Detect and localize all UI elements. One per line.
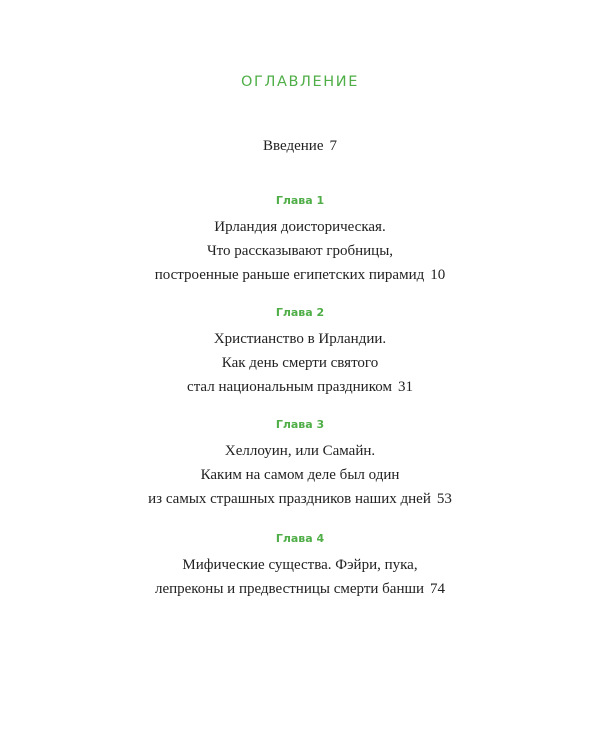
chapter-title-line: Мифические существа. Фэйри, пука, [182,557,418,573]
toc-chapter-4[interactable] [0,530,600,601]
chapter-label: Глава 3 [275,418,325,431]
chapter-title-line [0,375,600,399]
table-of-contents-heading: ОГЛАВЛЕНИЕ [240,74,359,90]
chapter-title-line: Христианство в Ирландии. [213,331,387,347]
toc-page-number: 74 [430,581,446,597]
toc-entry-introduction[interactable] [0,138,600,155]
chapter-title-line: Каким на самом деле был один [200,467,400,483]
chapter-label: Глава 4 [275,532,325,545]
toc-entry-title: Введение [263,138,324,154]
chapter-title-line: Что рассказывают гробницы, [206,243,394,259]
toc-page-number: 53 [436,491,452,507]
chapter-title-line: Хеллоуин, или Самайн. [224,443,376,459]
chapter-title-text: стал национальным праздником [187,379,392,395]
chapter-title-line [0,577,600,601]
chapter-title-line: Ирландия доисторическая. [214,219,386,235]
chapter-title-text: лепреконы и предвестницы смерти банши [154,581,425,597]
toc-chapter-1[interactable] [0,192,600,287]
toc-page-number: 10 [430,267,446,283]
chapter-title-line [0,487,600,511]
toc-chapter-3[interactable] [0,416,600,511]
chapter-label: Глава 2 [275,306,325,319]
chapter-title-line: Как день смерти святого [221,355,379,371]
chapter-title-text: из самых страшных праздников наших дней [148,491,431,507]
toc-page-number: 7 [329,138,337,154]
chapter-title-line [0,263,600,287]
chapter-title-text: построенные раньше египетских пирамид [154,267,425,283]
toc-chapter-2[interactable] [0,304,600,399]
chapter-label: Глава 1 [275,194,325,207]
toc-page-number: 31 [397,379,413,395]
